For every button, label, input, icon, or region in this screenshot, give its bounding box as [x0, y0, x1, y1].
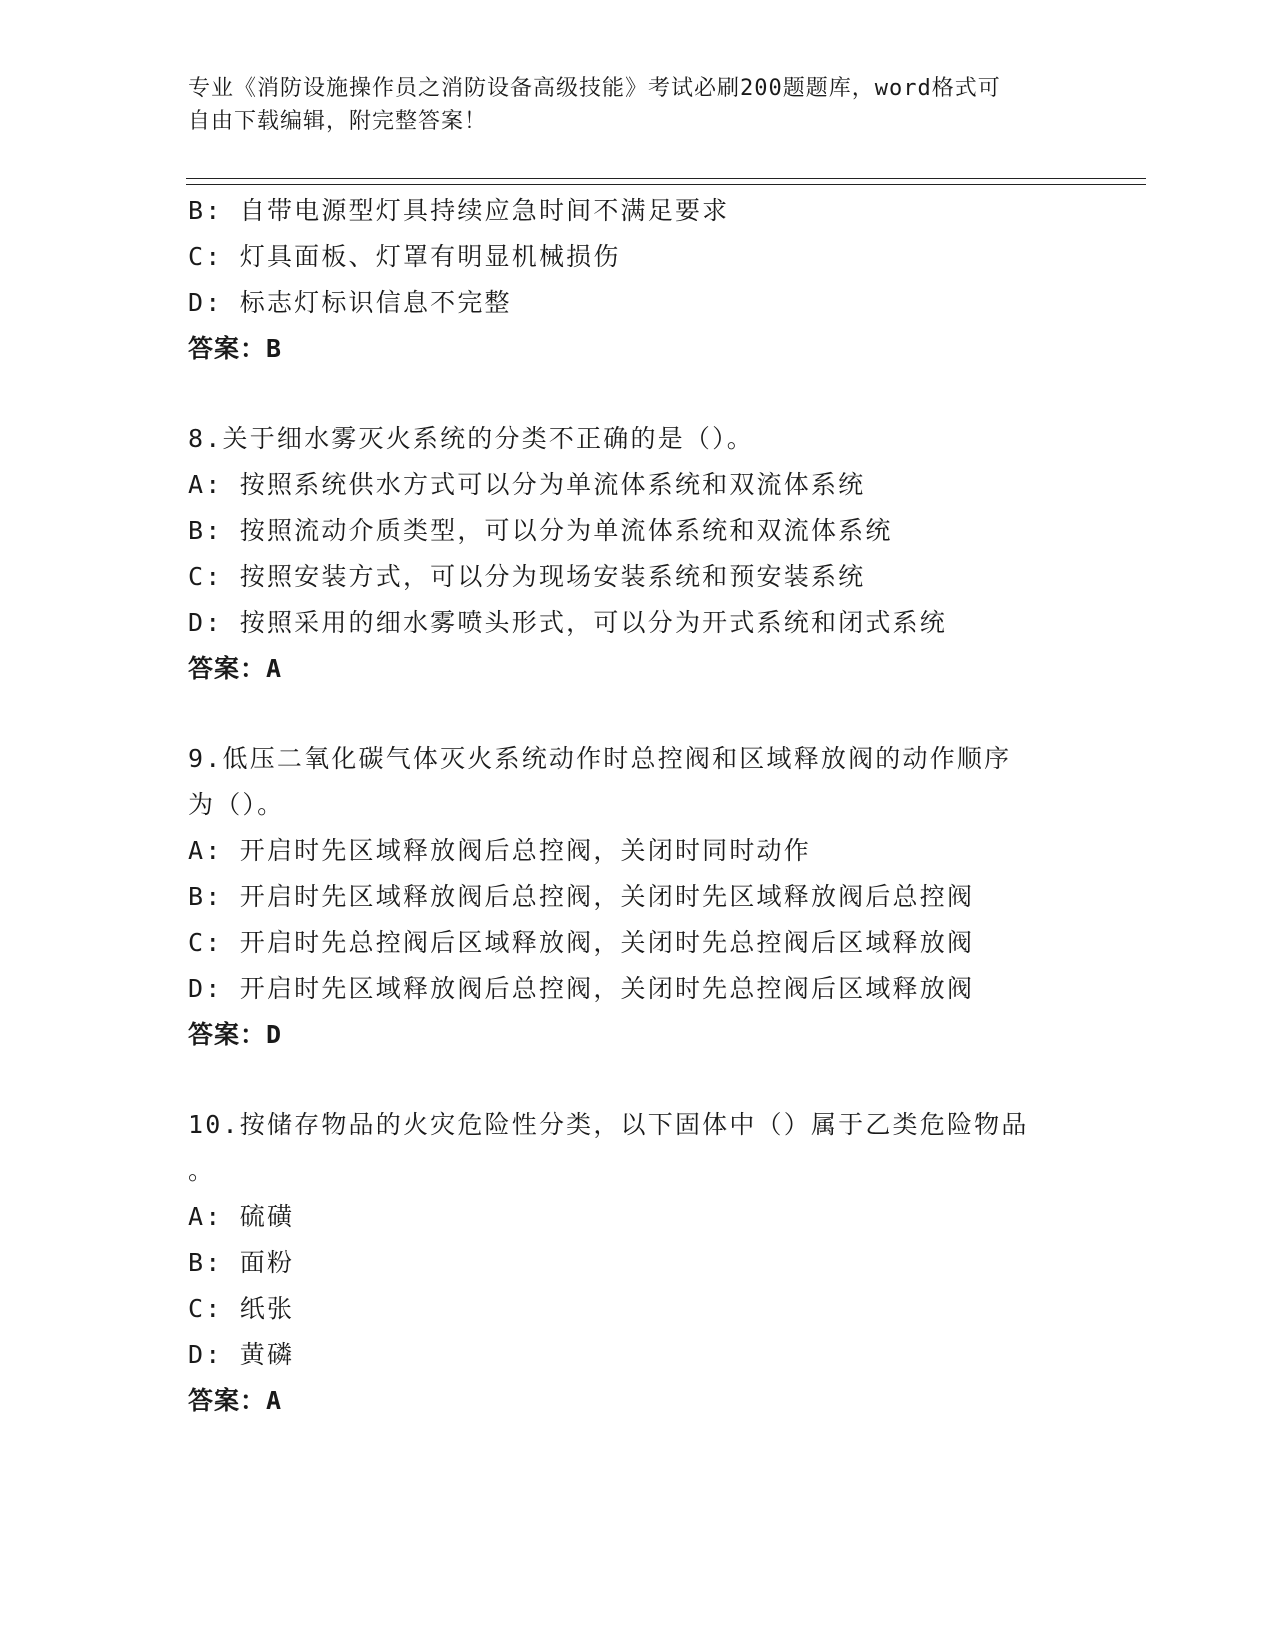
header-rule-bottom — [186, 184, 1146, 185]
header-rule-top — [186, 178, 1146, 179]
header-line-1: 专业《消防设施操作员之消防设备高级技能》考试必刷200题题库，word格式可 — [188, 76, 1001, 101]
question-7-tail — [188, 188, 1088, 372]
option-a: A: 硫磺 — [188, 1202, 295, 1231]
document-header — [188, 72, 1068, 138]
question-text-line-2: 。 — [188, 1156, 216, 1185]
question-text-line-1: 9.低压二氧化碳气体灭火系统动作时总控阀和区域释放阀的动作顺序 — [188, 744, 1012, 773]
option-b: B: 按照流动介质类型，可以分为单流体系统和双流体系统 — [188, 516, 893, 545]
spacer — [188, 372, 1088, 416]
answer-label: 答案：D — [188, 1020, 283, 1049]
option-d: D: 按照采用的细水雾喷头形式，可以分为开式系统和闭式系统 — [188, 608, 947, 637]
option-b: B: 自带电源型灯具持续应急时间不满足要求 — [188, 196, 730, 225]
question-10 — [188, 1102, 1088, 1424]
answer-label: 答案：B — [188, 334, 283, 363]
spacer — [188, 692, 1088, 736]
question-9 — [188, 736, 1088, 1058]
option-c: C: 开启时先总控阀后区域释放阀，关闭时先总控阀后区域释放阀 — [188, 928, 975, 957]
option-b: B: 面粉 — [188, 1248, 295, 1277]
option-c: C: 按照安装方式，可以分为现场安装系统和预安装系统 — [188, 562, 866, 591]
question-text-line-2: 为（）。 — [188, 790, 285, 819]
option-d: D: 标志灯标识信息不完整 — [188, 288, 512, 317]
option-c: C: 灯具面板、灯罩有明显机械损伤 — [188, 242, 621, 271]
question-text: 8.关于细水雾灭火系统的分类不正确的是（）。 — [188, 424, 755, 453]
question-8 — [188, 416, 1088, 692]
option-d: D: 开启时先区域释放阀后总控阀，关闭时先总控阀后区域释放阀 — [188, 974, 975, 1003]
option-d: D: 黄磷 — [188, 1340, 295, 1369]
header-line-2: 自由下载编辑，附完整答案！ — [188, 109, 488, 134]
answer-label: 答案：A — [188, 1386, 283, 1415]
option-b: B: 开启时先区域释放阀后总控阀，关闭时先区域释放阀后总控阀 — [188, 882, 975, 911]
option-a: A: 按照系统供水方式可以分为单流体系统和双流体系统 — [188, 470, 866, 499]
spacer — [188, 1058, 1088, 1102]
question-text-line-1: 10.按储存物品的火灾危险性分类，以下固体中（）属于乙类危险物品 — [188, 1110, 1029, 1139]
answer-label: 答案：A — [188, 654, 283, 683]
option-a: A: 开启时先区域释放阀后总控阀，关闭时同时动作 — [188, 836, 811, 865]
option-c: C: 纸张 — [188, 1294, 295, 1323]
question-list — [188, 188, 1088, 1424]
